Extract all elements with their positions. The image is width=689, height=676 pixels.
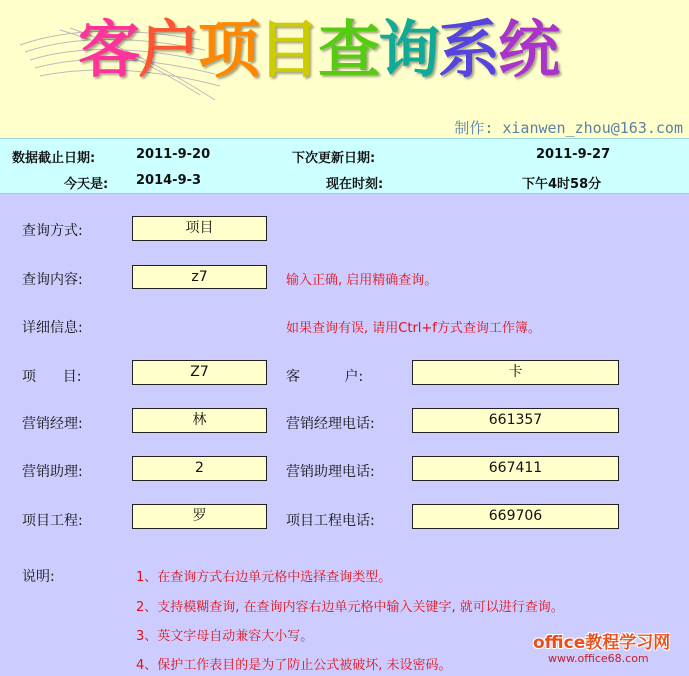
note-item: 3、英文字母自动兼容大小写。 — [136, 629, 314, 644]
current-time-value: 下午4时58分 — [522, 177, 602, 192]
project-value[interactable]: Z7 — [132, 360, 267, 385]
query-content-hint: 输入正确, 启用精确查询。 — [286, 273, 438, 288]
engineer-phone-label: 项目工程电话: — [286, 513, 375, 529]
cutoff-date-value: 2011-9-20 — [136, 147, 211, 162]
notes-label: 说明: — [22, 569, 55, 585]
watermark-url: www.office68.com — [548, 652, 649, 665]
next-update-label: 下次更新日期: — [292, 151, 376, 166]
manager-value[interactable]: 林 — [132, 408, 267, 433]
note-item: 1、在查询方式右边单元格中选择查询类型。 — [136, 570, 392, 585]
engineer-label: 项目工程: — [22, 513, 83, 529]
assistant-phone-value[interactable]: 667411 — [412, 456, 619, 481]
assistant-value[interactable]: 2 — [132, 456, 267, 481]
title-char: 询 — [378, 13, 439, 86]
title-char: 项 — [198, 13, 259, 86]
title-char: 系 — [438, 13, 499, 86]
title-char: 查 — [318, 13, 379, 86]
author-credit: 制作: xianwen_zhou@163.com — [454, 119, 683, 137]
page-title — [78, 2, 558, 98]
cutoff-date-label: 数据截止日期: — [12, 151, 96, 166]
query-content-input[interactable]: z7 — [132, 265, 267, 289]
query-content-label: 查询内容: — [22, 272, 83, 288]
project-label: 项 目: — [22, 369, 82, 385]
current-time-label: 现在时刻: — [326, 177, 384, 192]
customer-value[interactable]: 卡 — [412, 360, 619, 385]
engineer-phone-value[interactable]: 669706 — [412, 504, 619, 529]
manager-label: 营销经理: — [22, 416, 83, 432]
next-update-value: 2011-9-27 — [536, 147, 611, 162]
customer-label: 客 户: — [286, 369, 364, 385]
today-label: 今天是: — [64, 177, 109, 192]
engineer-value[interactable]: 罗 — [132, 504, 267, 529]
assistant-phone-label: 营销助理电话: — [286, 464, 375, 480]
header-banner — [0, 0, 689, 138]
query-mode-select[interactable]: 项目 — [132, 216, 267, 241]
assistant-label: 营销助理: — [22, 464, 83, 480]
title-char: 客 — [78, 13, 139, 86]
title-char: 户 — [138, 13, 199, 86]
detail-info-hint: 如果查询有误, 请用Ctrl+f方式查询工作簿。 — [286, 321, 541, 336]
manager-phone-label: 营销经理电话: — [286, 416, 375, 432]
manager-phone-value[interactable]: 661357 — [412, 408, 619, 433]
info-bar — [0, 138, 689, 194]
note-item: 2、支持模糊查询, 在查询内容右边单元格中输入关键字, 就可以进行查询。 — [136, 600, 564, 615]
title-char: 统 — [498, 13, 559, 86]
note-item: 4、保护工作表目的是为了防止公式被破坏, 未设密码。 — [136, 658, 452, 673]
query-mode-label: 查询方式: — [22, 223, 83, 239]
title-char: 目 — [258, 13, 319, 86]
detail-info-label: 详细信息: — [22, 320, 83, 336]
watermark-brand: office教程学习网 — [533, 633, 671, 653]
today-value: 2014-9-3 — [136, 173, 202, 188]
